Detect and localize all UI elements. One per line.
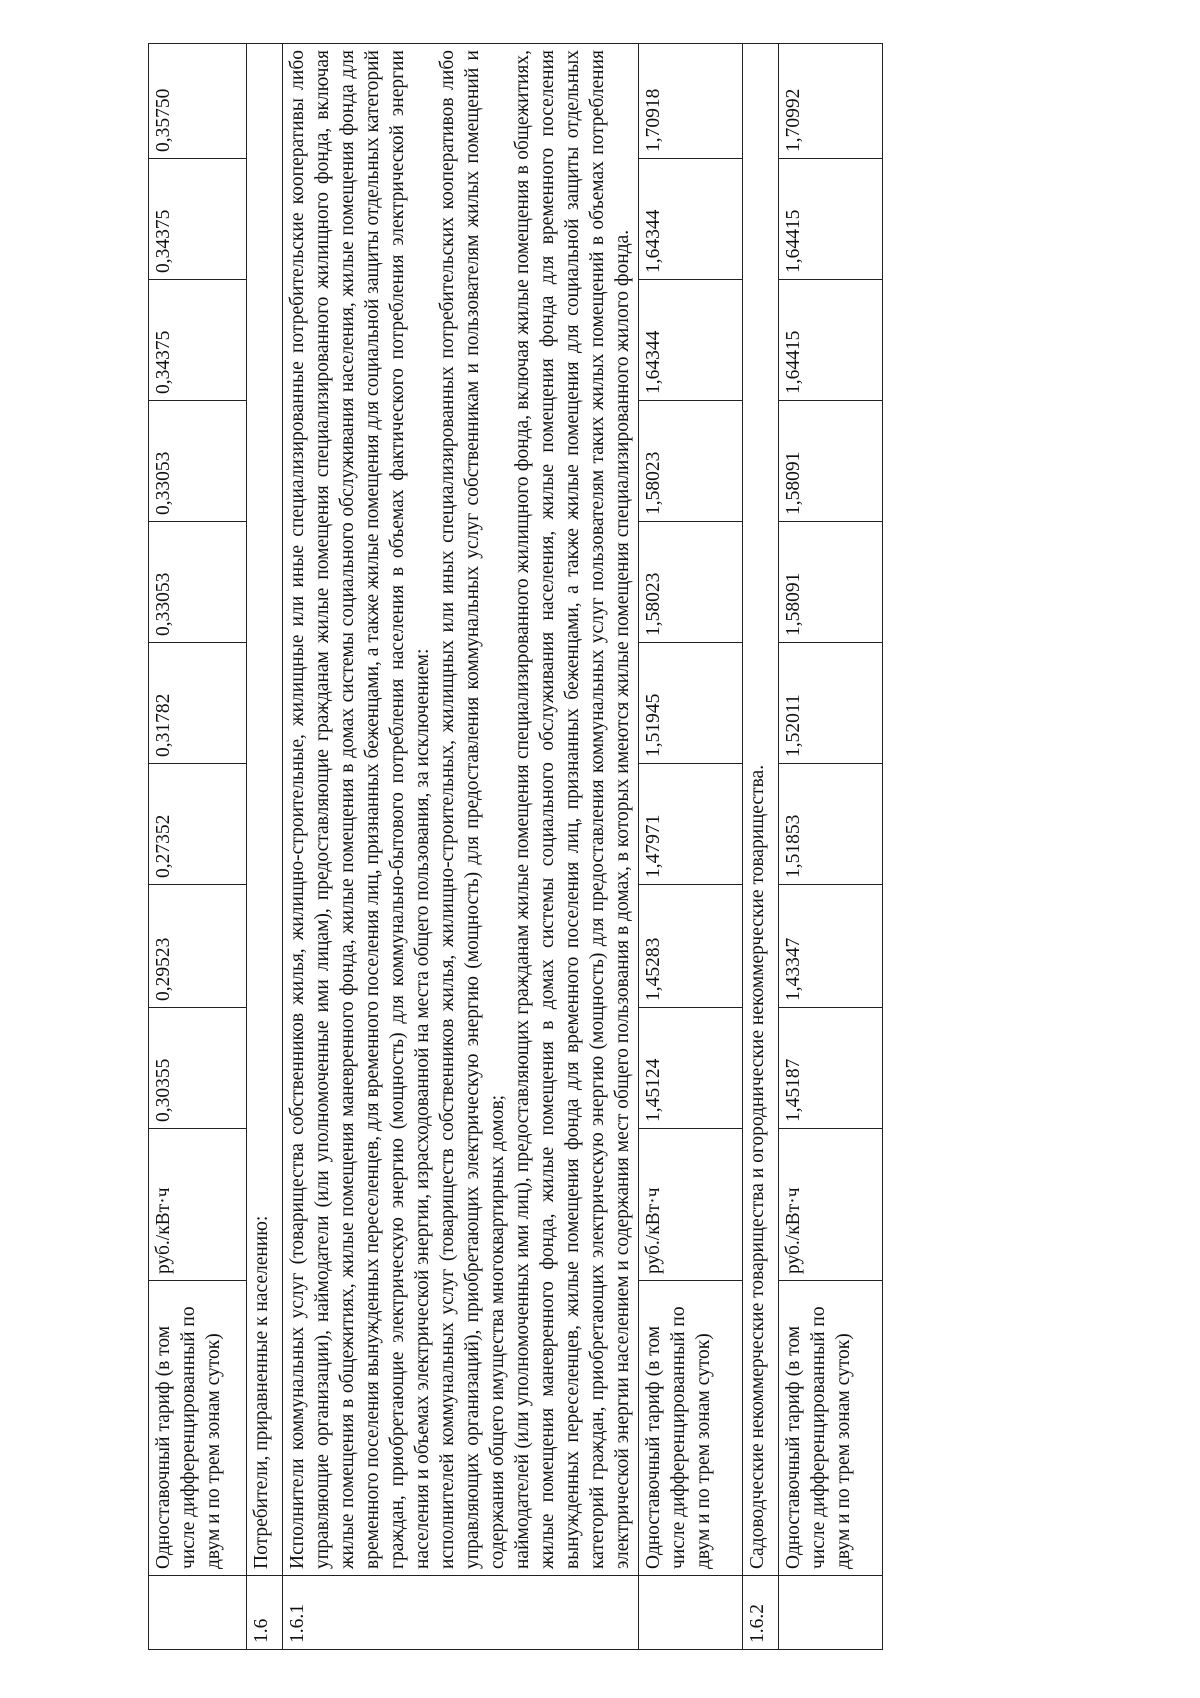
row-code-empty xyxy=(149,1576,247,1650)
value-cell: 0,35750 xyxy=(149,44,247,159)
rotated-page xyxy=(148,44,1070,1650)
tariff-label: Одноставочный тариф (в том числе дифференцированный по двум и по трем зонам суток) xyxy=(149,1281,247,1576)
value-cell: 1,64415 xyxy=(779,159,883,280)
value-cell: 0,27352 xyxy=(149,764,247,885)
section-code: 1.6.1 xyxy=(283,1576,639,1650)
value-cell: 0,31782 xyxy=(149,643,247,764)
value-cell: 1,58023 xyxy=(639,401,743,522)
row-code-empty xyxy=(779,1576,883,1650)
value-cell: 1,64415 xyxy=(779,280,883,401)
tariff-table xyxy=(148,43,883,1650)
value-cell: 1,64344 xyxy=(639,280,743,401)
table-row xyxy=(283,44,639,1650)
value-cell: 1,47971 xyxy=(639,764,743,885)
value-cell: 1,45187 xyxy=(779,1008,883,1129)
value-cell: 0,34375 xyxy=(149,159,247,280)
value-cell: 1,52011 xyxy=(779,643,883,764)
unit-cell: руб./кВт·ч xyxy=(639,1129,743,1281)
table-row xyxy=(639,44,743,1650)
table-row xyxy=(779,44,883,1650)
table-row xyxy=(149,44,247,1650)
value-cell: 0,34375 xyxy=(149,280,247,401)
value-cell: 1,58091 xyxy=(779,401,883,522)
description-paragraph: Исполнители коммунальных услуг (товарищества собственников жилья, жилищно-строительные, жилищные или иные специализированные потребительские кооперативы либо управляющие организации), наймодатели (или уполномоченные ими лицам), предоставляющие гражданам жилые помещения специализированного жилищного фонда, включая жилые помещения в общежитиях, жилые помещения маневренного фонда, жилые помещения в домах системы социального обслуживания населения, жилые помещения фонда для временного поселения вынужденных переселенцев, для временного поселения лиц, признанных беженцами, а также жилые помещения для социальной защиты отдельных категорий граждан, приобретающие электрическую энергию (мощность) для коммунально-бытового потребления населения в объемах фактического потребления электрической энергии населения и объемах электрической энергии, израсходованной на места общего пользования, за исключением: xyxy=(287,50,433,1569)
table-row xyxy=(247,44,283,1650)
value-cell: 1,70918 xyxy=(639,44,743,159)
value-cell: 1,45283 xyxy=(639,885,743,1008)
section-code: 1.6.2 xyxy=(743,1576,779,1650)
row-code-empty xyxy=(639,1576,743,1650)
value-cell: 1,45124 xyxy=(639,1008,743,1129)
section-description xyxy=(283,44,639,1576)
value-cell: 1,51853 xyxy=(779,764,883,885)
tariff-label: Одноставочный тариф (в том числе дифференцированный по двум и по трем зонам суток) xyxy=(779,1281,883,1576)
value-cell: 1,70992 xyxy=(779,44,883,159)
unit-cell: руб./кВт·ч xyxy=(149,1129,247,1281)
value-cell: 1,64344 xyxy=(639,159,743,280)
table-row xyxy=(743,44,779,1650)
value-cell: 0,29523 xyxy=(149,885,247,1008)
value-cell: 1,58091 xyxy=(779,522,883,643)
unit-cell: руб./кВт·ч xyxy=(779,1129,883,1281)
value-cell: 0,33053 xyxy=(149,522,247,643)
description-paragraph: наймодателей (или уполномоченных ими лиц), предоставляющих гражданам жилые помещения специализированного жилищного фонда, включая жилые помещения в общежитиях, жилые помещения маневренного фонда, жилые помещения в домах системы социального обслуживания населения, жилые помещения фонда для временного поселения вынужденных переселенцев, жилые помещения фонда для временного поселения лиц, признанных беженцами, а также жилые помещения для социальной защиты отдельных категорий граждан, приобретающих электрическую энергию (мощность) для предоставления коммунальных услуг пользователям таких жилых помещений в объемах потребления электрической энергии населением и содержания мест общего пользования в домах, в которых имеются жилые помещения специализированного жилого фонда. xyxy=(512,50,633,1569)
section-title: Садоводческие некоммерческие товарищества и огороднические некоммерческие товарищества. xyxy=(743,44,779,1576)
value-cell: 0,33053 xyxy=(149,401,247,522)
section-code: 1.6 xyxy=(247,1576,283,1650)
value-cell: 1,43347 xyxy=(779,885,883,1008)
description-paragraph: исполнителей коммунальных услуг (товариществ собственников жилья, жилищно-строительных, жилищных или иных специализированных потребительских кооперативов либо управляющих организаций), приобретающих электрическую энергию (мощность) для предоставления коммунальных услуг собственникам и пользователям жилых помещений и содержания общего имущества многоквартирных домов; xyxy=(437,50,508,1569)
value-cell: 1,51945 xyxy=(639,643,743,764)
value-cell: 1,58023 xyxy=(639,522,743,643)
tariff-label: Одноставочный тариф (в том числе дифференцированный по двум и по трем зонам суток) xyxy=(639,1281,743,1576)
section-title: Потребители, приравненные к населению: xyxy=(247,44,283,1576)
value-cell: 0,30355 xyxy=(149,1008,247,1129)
